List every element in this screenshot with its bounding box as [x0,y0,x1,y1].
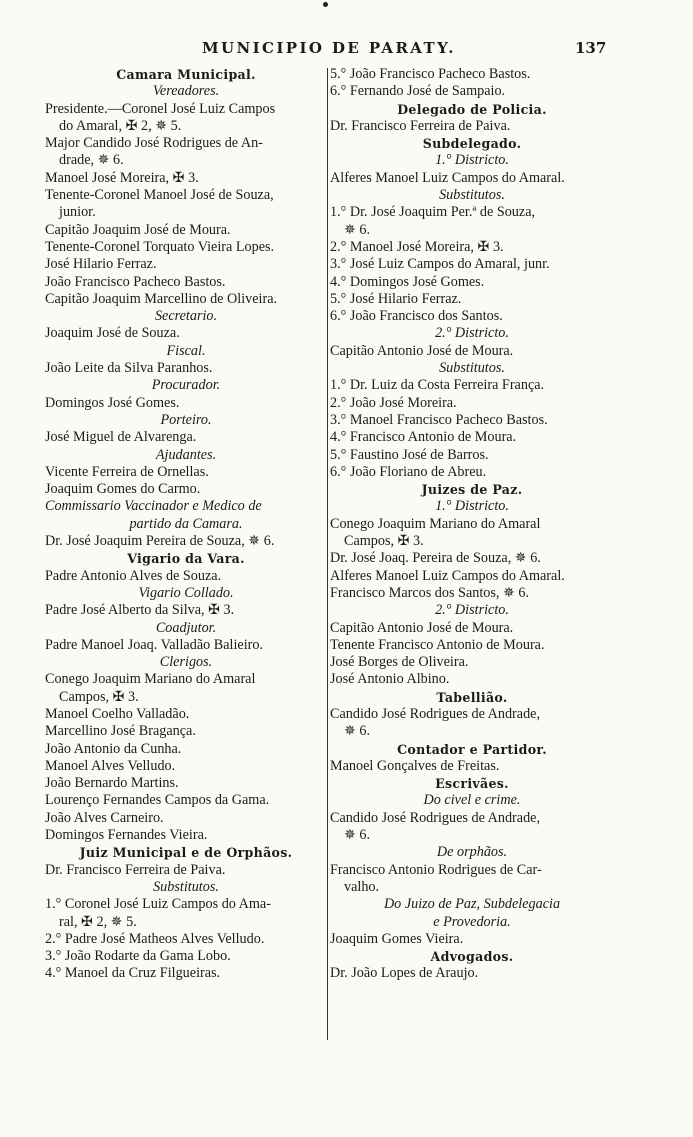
left-column [45,66,327,983]
list-entry: 5.° João Francisco Pacheco Bastos. [330,66,531,82]
list-entry: Domingos Fernandes Vieira. [45,827,208,844]
right-column [330,66,614,983]
section-heading: Ajudantes. [155,446,217,463]
list-entry: João Alves Carneiro. [45,809,164,826]
section-heading: 1.° Districto. [435,152,509,169]
list-entry: 3.° José Luiz Campos do Amaral, junr. [330,256,550,273]
list-entry: João Antonio da Cunha. [45,740,182,757]
list-entry: Francisco Antonio Rodrigues de Car- [330,861,542,878]
list-entry: 6.° João Floriano de Abreu. [330,463,487,480]
list-entry: Dr. Francisco Ferreira de Paiva. [330,117,511,134]
section-heading: Do civel e crime. [423,792,521,809]
section-heading: 1.° Districto. [435,498,509,515]
list-entry: do Amaral, ✠ 2, ✵ 5. [59,117,182,134]
list-entry: junior. [59,204,96,221]
section-heading: Tabellião. [436,689,508,705]
section-heading: Delegado de Policia. [397,101,547,117]
list-entry: Lourenço Fernandes Campos da Gama. [45,792,270,809]
list-entry: 2.° Manoel José Moreira, ✠ 3. [330,238,504,255]
section-heading: 2.° Districto. [435,602,509,619]
list-entry: Capitão Antonio José de Moura. [330,342,514,359]
list-entry: Dr. José Joaq. Pereira de Souza, ✵ 6. [330,550,541,567]
list-entry: Joaquim Gomes do Carmo. [45,481,201,498]
section-heading: Vereadores. [152,83,220,100]
section-heading: Substitutos. [153,878,219,895]
list-entry: 6.° Fernando José de Sampaio. [330,83,506,100]
list-entry: José Miguel de Alvarenga. [45,429,197,446]
list-entry: drade, ✵ 6. [59,152,124,169]
list-entry: Padre Manoel Joaq. Valladão Balieiro. [45,636,264,653]
list-entry: valho. [344,878,380,895]
list-entry: 5.° Faustino José de Barros. [330,446,489,463]
list-entry: Dr. João Lopes de Araujo. [330,965,479,982]
list-entry: Capitão Antonio José de Moura. [330,619,514,636]
list-entry: João Francisco Pacheco Bastos. [45,273,226,290]
section-heading: Camara Municipal. [116,67,256,82]
section-heading: De orphãos. [436,844,508,861]
list-entry: Tenente-Coronel Torquato Vieira Lopes. [45,238,275,255]
list-entry: 4.° Francisco Antonio de Moura. [330,429,517,446]
list-entry: 3.° Manoel Francisco Pacheco Bastos. [330,411,548,428]
list-entry: João Leite da Silva Paranhos. [45,360,213,377]
section-heading: Subdelegado. [422,136,522,152]
list-entry: Presidente.—Coronel José Luiz Campos [45,100,276,117]
list-entry: Francisco Marcos dos Santos, ✵ 6. [330,584,530,601]
section-heading: Contador e Partidor. [397,741,547,757]
section-heading: partido da Camara. [129,515,243,532]
list-entry: 4.° Manoel da Cruz Filgueiras. [45,965,221,982]
section-heading: Coadjutor. [155,619,217,636]
list-entry: ✵ 6. [344,827,371,844]
list-entry: José Borges de Oliveira. [330,654,469,671]
list-entry: Joaquim José de Souza. [45,325,180,342]
list-entry: Dr. Francisco Ferreira de Paiva. [45,861,226,878]
list-entry: Major Candido José Rodrigues de An- [45,135,263,152]
list-entry: Campos, ✠ 3. [59,688,139,705]
list-entry: Manoel Alves Velludo. [45,757,176,774]
section-heading: 2.° Districto. [435,325,509,342]
list-entry: 1.° Dr. Luiz da Costa Ferreira França. [330,377,545,394]
print-mark [323,2,328,7]
section-heading: Porteiro. [160,411,212,428]
section-heading: Substitutos. [439,187,505,204]
list-entry: Capitão Joaquim José de Moura. [45,221,231,238]
list-entry: Campos, ✠ 3. [344,533,424,550]
list-entry: 2.° Padre José Matheos Alves Velludo. [45,930,265,947]
list-entry: Padre José Alberto da Silva, ✠ 3. [45,602,235,619]
list-entry: 1.° Coronel José Luiz Campos do Ama- [45,896,271,913]
list-entry: Commissario Vaccinador e Medico de [45,498,262,515]
list-entry: José Hilario Ferraz. [45,256,157,273]
running-header [0,39,693,63]
list-entry: ✵ 6. [344,221,371,238]
list-entry: ✵ 6. [344,723,371,740]
list-entry: 4.° Domingos José Gomes. [330,273,485,290]
column-divider [327,68,328,1040]
section-heading: Escrivães. [435,776,509,792]
list-entry: Padre Antonio Alves de Souza. [45,567,222,584]
section-heading: Fiscal. [166,342,206,359]
list-entry: ral, ✠ 2, ✵ 5. [59,913,137,930]
list-entry: Dr. José Joaquim Pereira de Souza, ✵ 6. [45,533,275,550]
section-heading: Juiz Municipal e de Orphãos. [79,845,293,861]
section-heading: Vigario Collado. [138,584,234,601]
section-heading: Juizes de Paz. [421,482,523,498]
list-entry: Conego Joaquim Mariano do Amaral [330,515,541,532]
list-entry: Alferes Manoel Luiz Campos do Amaral. [330,567,565,584]
list-entry: Joaquim Gomes Vieira. [330,930,464,947]
page-number: 137 [575,39,607,57]
list-entry: Capitão Joaquim Marcellino de Oliveira. [45,290,278,307]
section-heading: Vigario da Vara. [127,551,245,567]
list-entry: Manoel Gonçalves de Freitas. [330,757,500,774]
list-entry: Candido José Rodrigues de Andrade, [330,705,541,722]
list-entry: João Bernardo Martins. [45,775,179,792]
list-entry: José Antonio Albino. [330,671,450,688]
list-entry: Domingos José Gomes. [45,394,180,411]
list-entry: Tenente-Coronel Manoel José de Souza, [45,187,274,204]
page-title: MUNICIPIO DE PARATY. [202,39,456,57]
list-entry: Tenente Francisco Antonio de Moura. [330,636,545,653]
section-heading: Clerigos. [159,654,213,671]
list-entry: Conego Joaquim Mariano do Amaral [45,671,256,688]
list-entry: 1.° Dr. José Joaquim Per.ª de Souza, [330,204,536,221]
list-entry: 3.° João Rodarte da Gama Lobo. [45,948,231,965]
list-entry: Manoel Coelho Valladão. [45,705,190,722]
section-heading: e Provedoria. [433,913,511,930]
section-heading: Advogados. [430,949,514,965]
list-entry: 2.° João José Moreira. [330,394,457,411]
section-heading: Do Juizo de Paz, Subdelegacia [383,896,561,913]
list-entry: Marcellino José Bragança. [45,723,196,740]
list-entry: 6.° João Francisco dos Santos. [330,308,503,325]
section-heading: Substitutos. [439,360,505,377]
list-entry: 5.° José Hilario Ferraz. [330,290,462,307]
list-entry: Vicente Ferreira de Ornellas. [45,463,209,480]
list-entry: Manoel José Moreira, ✠ 3. [45,169,199,186]
list-entry: Alferes Manoel Luiz Campos do Amaral. [330,169,565,186]
section-heading: Procurador. [151,377,221,394]
section-heading: Secretario. [154,308,218,325]
list-entry: Candido José Rodrigues de Andrade, [330,809,541,826]
